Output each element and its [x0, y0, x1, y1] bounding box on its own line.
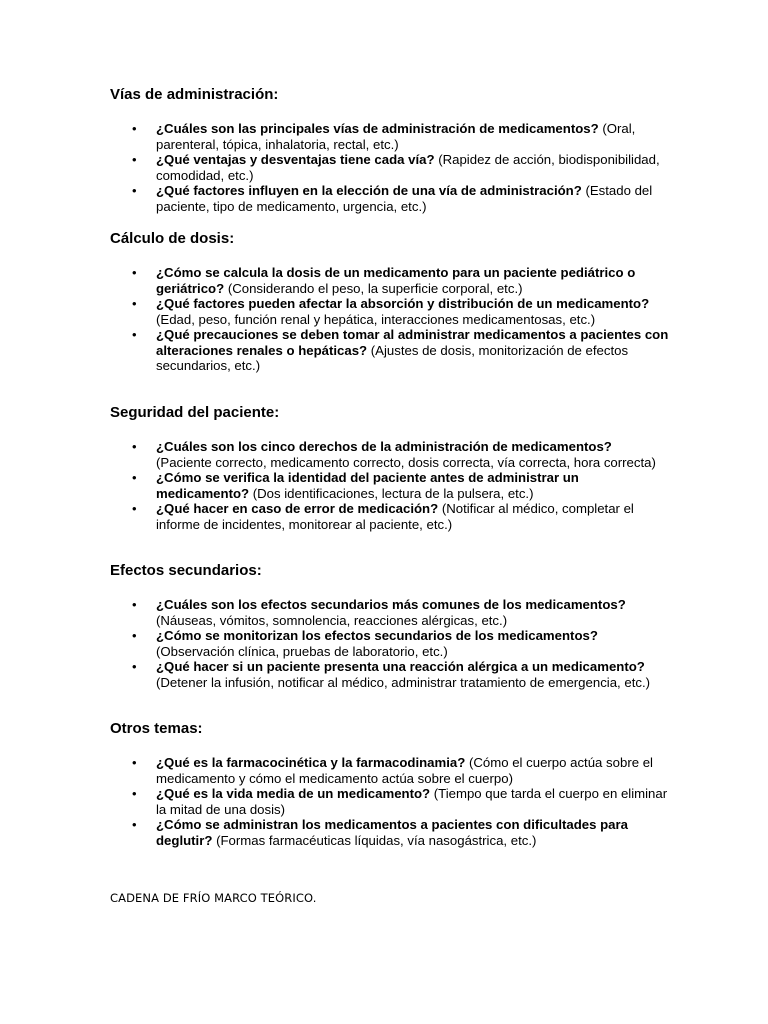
section-heading: Efectos secundarios:: [110, 562, 262, 579]
answer-text: (Tiempo que tarda el cuerpo en eliminar la mitad de una dosis): [156, 786, 668, 817]
footer-text: CADENA DE FRÍO MARCO TEÓRICO.: [110, 891, 317, 905]
section-otros-temas: [110, 720, 670, 848]
question-text: ¿Qué es la farmacocinética y la farmacodinamia?: [156, 755, 466, 770]
list-item: [110, 152, 670, 183]
question-text: ¿Cómo se monitorizan los efectos secundarios de los medicamentos?: [156, 628, 598, 643]
section-vias-administracion: [110, 86, 670, 214]
list-item: [110, 817, 670, 848]
question-text: ¿Qué es la vida media de un medicamento?: [156, 786, 431, 801]
question-list: [110, 755, 670, 848]
question-list: [110, 439, 670, 532]
question-text: ¿Qué hacer en caso de error de medicación?: [156, 501, 439, 516]
question-text: ¿Qué factores pueden afectar la absorción y distribución de un medicamento?: [156, 296, 650, 311]
question-text: ¿Cuáles son los cinco derechos de la administración de medicamentos?: [156, 439, 612, 454]
question-text: ¿Qué factores influyen en la elección de una vía de administración?: [156, 183, 582, 198]
list-item: [110, 183, 670, 214]
question-text: ¿Qué hacer si un paciente presenta una reacción alérgica a un medicamento?: [156, 659, 645, 674]
section-heading: Seguridad del paciente:: [110, 404, 280, 421]
answer-text: (Oral, parenteral, tópica, inhalatoria, rectal, etc.): [156, 121, 636, 152]
list-item: [110, 628, 670, 659]
answer-text: (Paciente correcto, medicamento correcto, dosis correcta, vía correcta, hora correcta): [156, 454, 656, 470]
question-list: [110, 597, 670, 690]
question-text: ¿Qué precauciones se deben tomar al administrar medicamentos a pacientes con alteraciones renales o hepáticas?: [156, 327, 669, 358]
list-item: [110, 296, 670, 327]
question-text: ¿Qué ventajas y desventajas tiene cada vía?: [156, 152, 435, 167]
section-heading: Cálculo de dosis:: [110, 230, 235, 247]
section-heading: Vías de administración:: [110, 86, 279, 103]
list-item: [110, 265, 670, 296]
section-calculo-dosis: [110, 230, 670, 374]
list-item: [110, 786, 670, 817]
answer-text: (Notificar al médico, completar el informe de incidentes, monitorear al paciente, etc.): [156, 501, 634, 532]
answer-text: (Formas farmacéuticas líquidas, vía nasogástrica, etc.): [216, 832, 537, 848]
answer-text: (Ajustes de dosis, monitorización de efectos secundarios, etc.): [156, 342, 629, 373]
section-seguridad-paciente: [110, 404, 670, 532]
answer-text: (Estado del paciente, tipo de medicamento, urgencia, etc.): [156, 183, 653, 214]
answer-text: (Detener la infusión, notificar al médico, administrar tratamiento de emergencia, etc.): [156, 674, 651, 690]
answer-text: (Cómo el cuerpo actúa sobre el medicamento y cómo el medicamento actúa sobre el cuerpo): [156, 755, 653, 786]
answer-text: (Edad, peso, función renal y hepática, interacciones medicamentosas, etc.): [156, 311, 596, 327]
question-list: [110, 265, 670, 374]
section-heading: Otros temas:: [110, 720, 203, 737]
question-text: ¿Cuáles son los efectos secundarios más comunes de los medicamentos?: [156, 597, 626, 612]
list-item: [110, 121, 670, 152]
question-list: [110, 121, 670, 214]
answer-text: (Rapidez de acción, biodisponibilidad, comodidad, etc.): [156, 152, 660, 183]
question-text: ¿Cómo se calcula la dosis de un medicamento para un paciente pediátrico o geriátrico?: [156, 265, 636, 296]
question-text: ¿Cuáles son las principales vías de administración de medicamentos?: [156, 121, 599, 136]
list-item: [110, 659, 670, 690]
question-text: ¿Cómo se administran los medicamentos a pacientes con dificultades para deglutir?: [156, 817, 628, 848]
list-item: [110, 327, 670, 374]
answer-text: (Considerando el peso, la superficie corporal, etc.): [227, 280, 523, 296]
answer-text: (Dos identificaciones, lectura de la pulsera, etc.): [252, 485, 534, 501]
list-item: [110, 501, 670, 532]
question-text: ¿Cómo se verifica la identidad del paciente antes de administrar un medicamento?: [156, 470, 579, 501]
section-efectos-secundarios: [110, 562, 670, 690]
answer-text: (Náuseas, vómitos, somnolencia, reacciones alérgicas, etc.): [156, 612, 508, 628]
list-item: [110, 439, 670, 470]
list-item: [110, 470, 670, 501]
answer-text: (Observación clínica, pruebas de laboratorio, etc.): [156, 643, 448, 659]
list-item: [110, 597, 670, 628]
list-item: [110, 755, 670, 786]
